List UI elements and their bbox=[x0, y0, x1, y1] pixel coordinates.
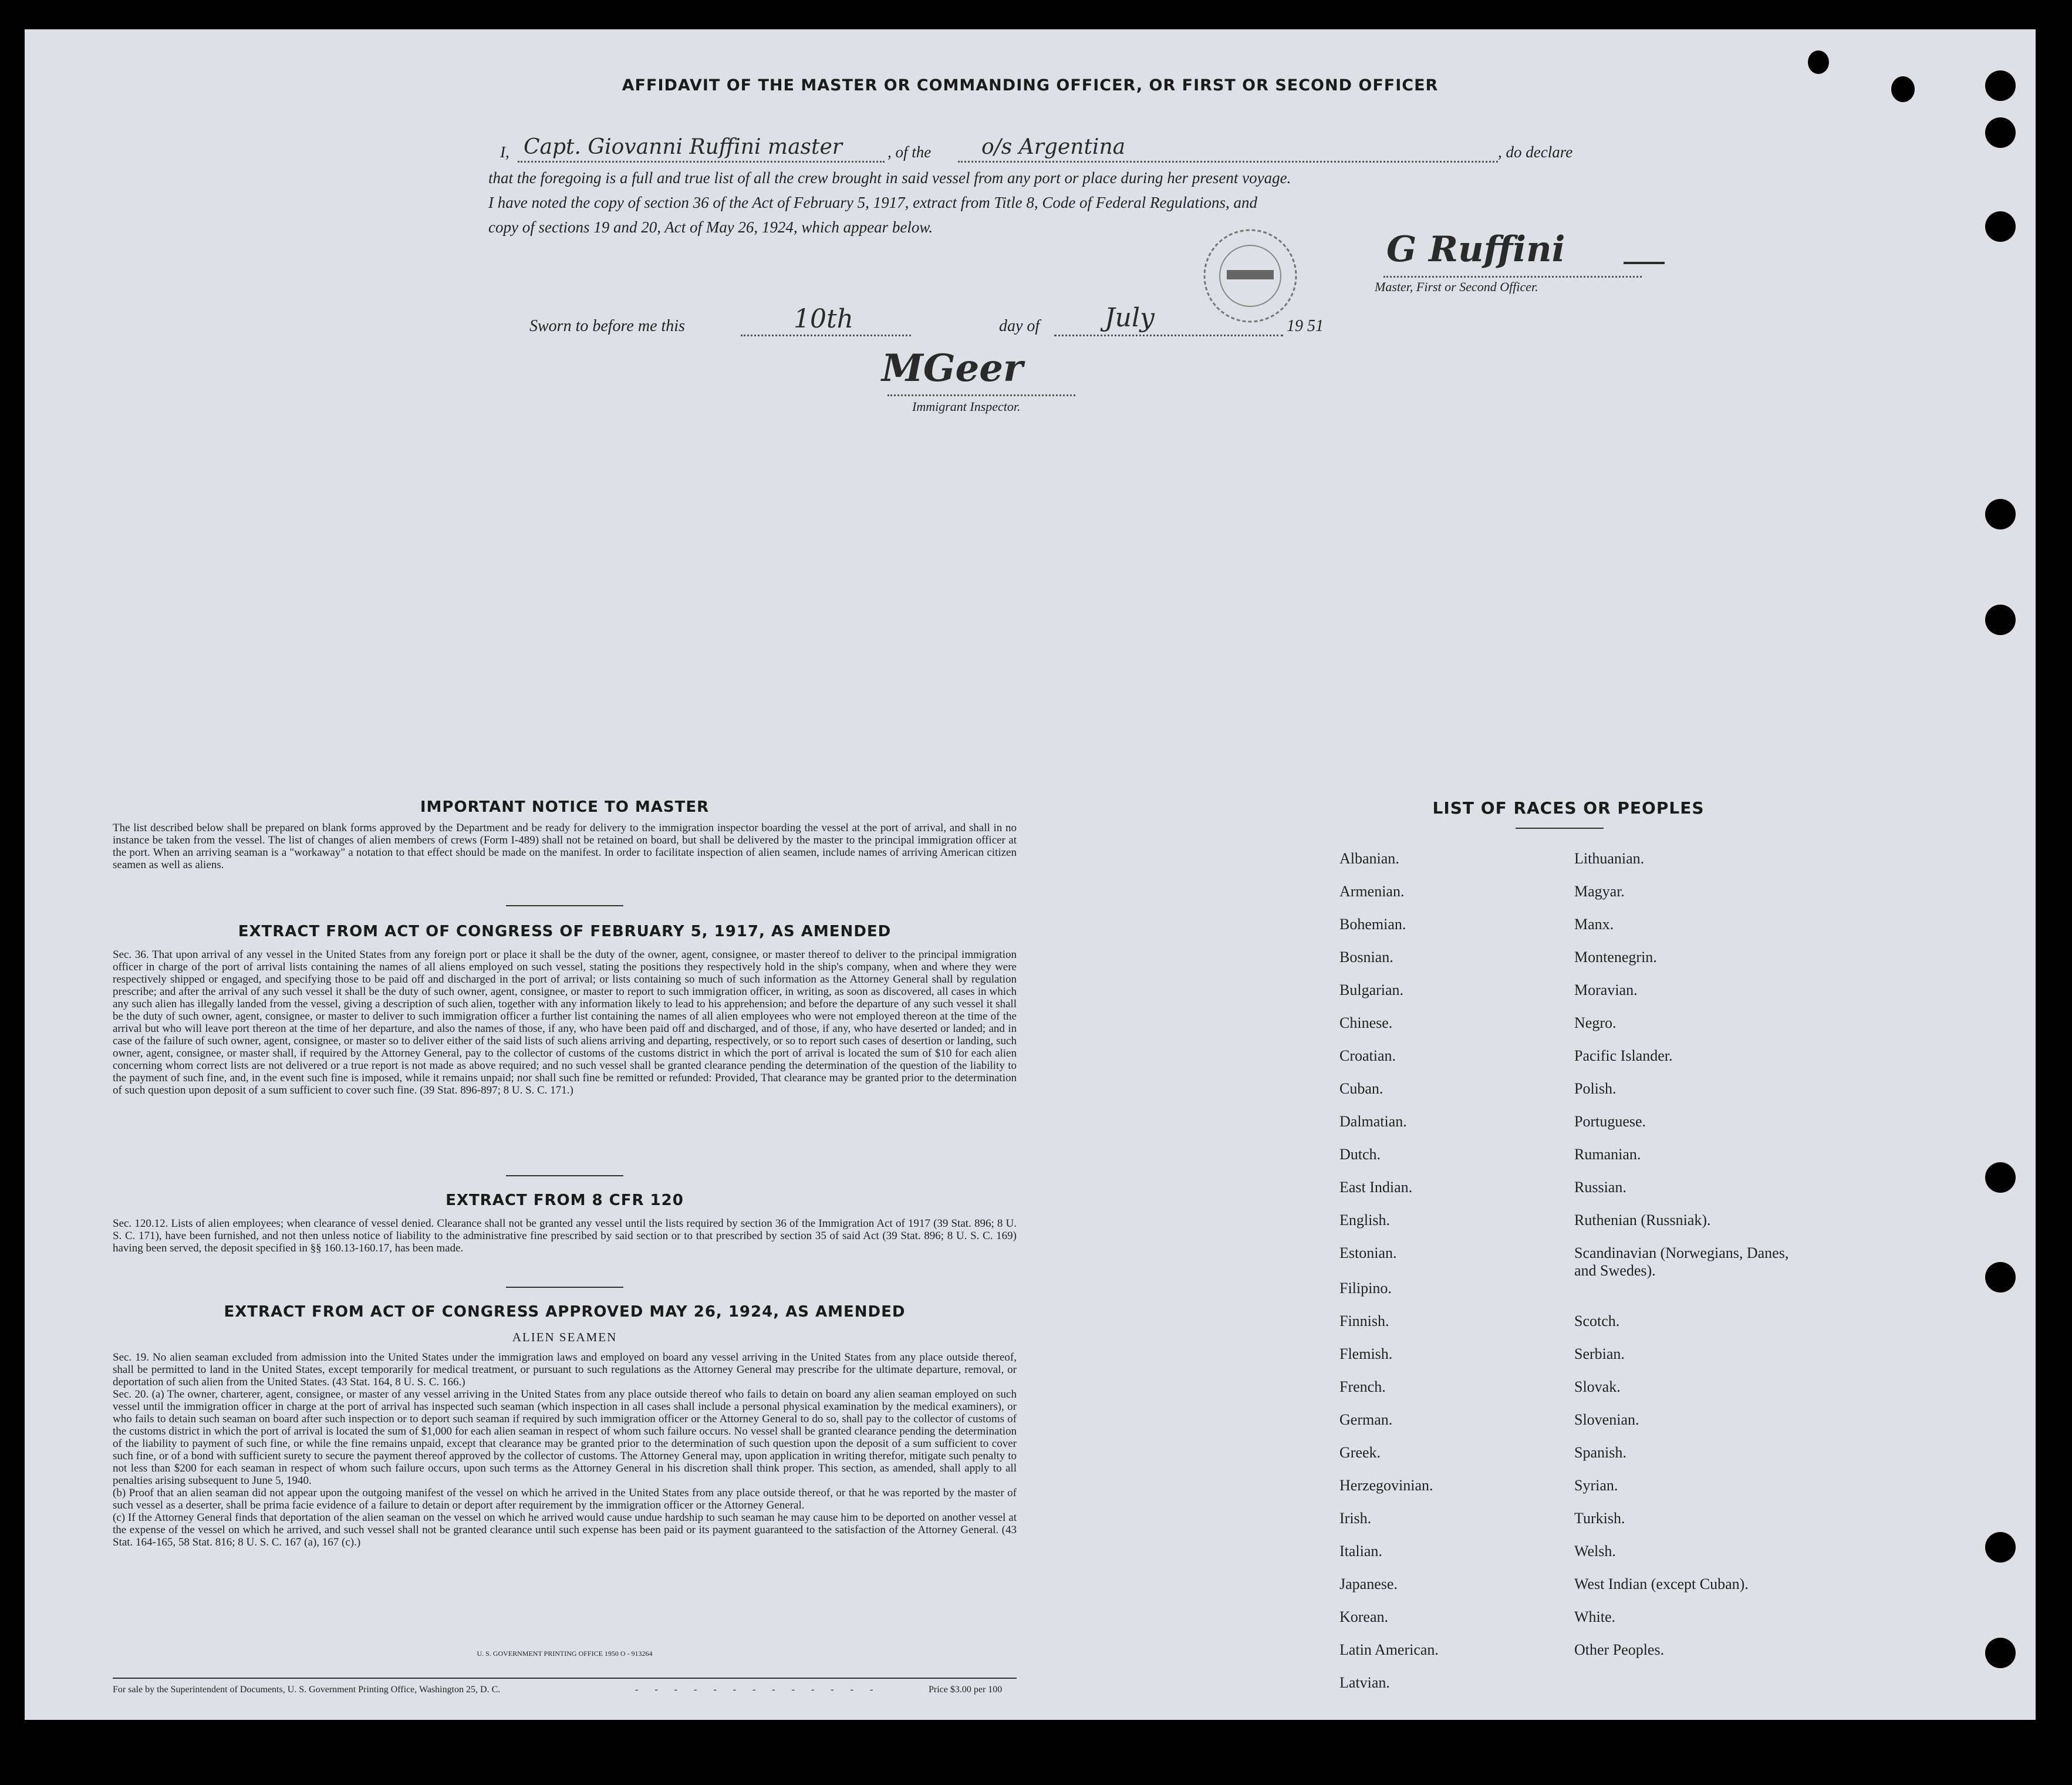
day-of-label: day of bbox=[999, 317, 1040, 335]
extract-1917-body: Sec. 36. That upon arrival of any vessel in the United States from any foreign port or place it shall be the duty of the owner, agent, consignee, or master thereof to deliver to the principal immigration officer in charge of the port of arrival lists containing the names of all aliens employed on such vessel, stating the positions they respectively hold in the ship's company, when and where they were respectively shipped or engaged, and specifying those to be paid off and discharged in the port of arrival; or lists containing so much of such information as the Attorney General shall by regulation prescribe; and after the arrival of any such vessel it shall be the duty of such owner, agent, consignee, or master to report to such immigration officer, in writing, as soon as discovered, all cases in which any such alien has illegally landed from the vessel, giving a description of such alien, together with any information likely to lead to his apprehension; and before the departure of any such vessel it shall be the duty of such owner, agent, consignee, or master to deliver to such immigration officer a further list containing the names of all alien employees who were not employed thereon at the time of the arrival but who will leave port thereon at the time of her departure, and also the names of those, if any, who have been paid off and discharged, and of those, if any, who have deserted or landed; and in case of the failure of such owner, agent, consignee, or master so to deliver either of the said lists of such aliens arriving and departing, respectively, or so to report such cases of desertion or landing, such owner, agent, consignee, or master shall, if required by the Attorney General, pay to the collector of customs of the customs district in which the port of arrival is located the sum of $10 for each alien concerning whom correct lists are not delivered or a true report is not made as above required; and no such vessel shall be granted clearance pending the determination of the question of the liability to the payment of such fine, and, in the event such fine is imposed, while it remains unpaid; nor shall such fine be remitted or refunded: Provided, That clearance may be granted prior to the determination of such question upon deposit of a sum sufficient to cover such fine. (39 Stat. 896-897; 8 U. S. C. 171.) bbox=[113, 949, 1017, 1096]
footer-price: Price $3.00 per 100 bbox=[929, 1685, 1003, 1695]
divider bbox=[506, 1175, 623, 1176]
i-label: I, bbox=[500, 143, 509, 161]
extract-1924-sections bbox=[113, 1351, 1017, 1548]
races-row bbox=[1339, 1543, 1809, 1575]
race-entry: Ruthenian (Russniak). bbox=[1574, 1212, 1711, 1229]
section-20b: (b) Proof that an alien seaman did not appear upon the outgoing manifest of the vessel on which he arrived in the United States from any place outside thereof, or that he was reported by the master of such vessel as a deserter, shall be prima facie evidence of a failure to detain or deport after requirement by the immigration officer or the Attorney General. bbox=[113, 1487, 1017, 1511]
race-entry: French. bbox=[1339, 1378, 1386, 1395]
sworn-line bbox=[529, 305, 1375, 340]
punch-hole bbox=[1985, 70, 2016, 101]
race-entry bbox=[1574, 1280, 1809, 1312]
races-row bbox=[1339, 1641, 1809, 1674]
races-table bbox=[1339, 850, 1809, 1707]
race-entry: Pacific Islander. bbox=[1574, 1047, 1673, 1064]
extract-1917-title: EXTRACT FROM ACT OF CONGRESS OF FEBRUARY 5, 1917, AS AMENDED bbox=[238, 923, 892, 940]
year-prefix: 19 bbox=[1287, 317, 1303, 335]
races-row bbox=[1339, 1477, 1809, 1510]
races-row bbox=[1339, 850, 1809, 883]
gpo-imprint: U. S. GOVERNMENT PRINTING OFFICE 1950 O - 913264 bbox=[477, 1649, 653, 1658]
races-row bbox=[1339, 1113, 1809, 1146]
races-row bbox=[1339, 1014, 1809, 1047]
section-20c: (c) If the Attorney General finds that deportation of the alien seaman on the vessel on which he arrived would cause undue hardship to such seaman he may cause him to be deported on another vessel at the expense of the vessel on which he arrived, and such vessel shall not be granted clearance until such expense has been paid or its payment guaranteed to the satisfaction of the Attorney General. (43 Stat. 164-165, 58 Stat. 816; 8 U. S. C. 167 (a), 167 (c).) bbox=[113, 1511, 1017, 1548]
races-row bbox=[1339, 1674, 1809, 1707]
extract-1924-title: EXTRACT FROM ACT OF CONGRESS APPROVED MAY 26, 1924, AS AMENDED bbox=[224, 1303, 906, 1321]
races-title: LIST OF RACES OR PEOPLES bbox=[1432, 798, 1705, 818]
inspector-caption: Immigrant Inspector. bbox=[912, 399, 1021, 414]
punch-hole bbox=[1985, 1262, 2016, 1293]
race-entry: German. bbox=[1339, 1411, 1393, 1428]
races-row bbox=[1339, 1411, 1809, 1444]
race-entry: Syrian. bbox=[1574, 1477, 1618, 1494]
race-entry bbox=[1574, 1674, 1809, 1707]
races-row bbox=[1339, 981, 1809, 1014]
notice-body: The list described below shall be prepared on blank forms approved by the Department and be ready for delivery to the immigration inspector boarding the vessel at the port of arrival, and shall in no instance be taken from the vessel. The list of changes of alien members of crews (Form I-489) shall not be retained on board, but shall be delivered by the master to the principal immigration officer at the port. When an arriving seaman is a "workaway" a notation to that effect should be made on the manifest. In order to facilitate inspection of alien seamen, include names of arriving American citizen seamen as well as aliens. bbox=[113, 822, 1017, 871]
race-entry: Bulgarian. bbox=[1339, 981, 1404, 998]
day-handwriting: 10th bbox=[794, 304, 854, 334]
race-entry: Rumanian. bbox=[1574, 1146, 1641, 1163]
races-row bbox=[1339, 1280, 1809, 1312]
races-row bbox=[1339, 1312, 1809, 1345]
punch-hole bbox=[1891, 76, 1915, 102]
race-entry: Estonian. bbox=[1339, 1244, 1397, 1261]
races-row bbox=[1339, 1608, 1809, 1641]
master-signature-line bbox=[1383, 270, 1642, 278]
race-entry: Flemish. bbox=[1339, 1345, 1393, 1362]
punch-hole bbox=[1808, 50, 1829, 74]
inspector-signature: MGeer bbox=[882, 346, 1023, 390]
race-entry: Montenegrin. bbox=[1574, 949, 1657, 966]
race-entry: Slovak. bbox=[1574, 1378, 1621, 1395]
race-entry: Serbian. bbox=[1574, 1345, 1625, 1362]
race-entry: Irish. bbox=[1339, 1510, 1372, 1527]
race-entry: Welsh. bbox=[1574, 1543, 1616, 1560]
race-entry: Cuban. bbox=[1339, 1080, 1383, 1097]
punch-hole bbox=[1985, 211, 2016, 242]
race-entry: Slovenian. bbox=[1574, 1411, 1639, 1428]
divider bbox=[1516, 828, 1604, 829]
races-row bbox=[1339, 1212, 1809, 1244]
race-entry: Filipino. bbox=[1339, 1280, 1392, 1297]
punch-hole bbox=[1985, 1638, 2016, 1668]
affidavit-line-1 bbox=[488, 135, 1633, 168]
of-the-label: , of the bbox=[887, 143, 932, 161]
races-row bbox=[1339, 1146, 1809, 1179]
race-entry: White. bbox=[1574, 1608, 1616, 1625]
do-declare-label: , do declare bbox=[1498, 143, 1573, 161]
race-entry: Turkish. bbox=[1574, 1510, 1625, 1527]
races-row bbox=[1339, 1510, 1809, 1543]
section-19: Sec. 19. No alien seaman excluded from admission into the United States under the immigration laws and employed on board any vessel arriving in the United States from any place outside thereof, shall be permitted to land in the United States, except temporarily for medical treatment, or pursuant to such regulations as the Attorney General may prescribe for the ultimate departure, removal, or deportation of such alien from the United States. (43 Stat. 164, 8 U. S. C. 166.) bbox=[113, 1351, 1017, 1388]
declaration-line: I have noted the copy of section 36 of the Act of February 5, 1917, extract from Title 8, Code of Federal Regulations, and bbox=[488, 194, 1258, 211]
races-row bbox=[1339, 1080, 1809, 1113]
race-entry: Albanian. bbox=[1339, 850, 1399, 867]
punch-hole bbox=[1985, 605, 2016, 635]
races-row bbox=[1339, 916, 1809, 949]
punch-hole bbox=[1985, 499, 2016, 529]
race-entry: Herzegovinian. bbox=[1339, 1477, 1433, 1494]
race-entry: Italian. bbox=[1339, 1543, 1382, 1560]
master-caption: Master, First or Second Officer. bbox=[1375, 279, 1538, 294]
race-entry: Portuguese. bbox=[1574, 1113, 1646, 1130]
race-entry: Croatian. bbox=[1339, 1047, 1396, 1064]
race-entry: West Indian (except Cuban). bbox=[1574, 1575, 1749, 1592]
footer-rule bbox=[113, 1678, 1017, 1679]
divider bbox=[506, 905, 623, 906]
declaration-line: copy of sections 19 and 20, Act of May 26, 1924, which appear below. bbox=[488, 218, 933, 236]
race-entry: Bohemian. bbox=[1339, 916, 1406, 933]
race-entry: Chinese. bbox=[1339, 1014, 1393, 1031]
race-entry: English. bbox=[1339, 1212, 1390, 1229]
races-row bbox=[1339, 1179, 1809, 1212]
races-table-body bbox=[1339, 850, 1809, 1707]
race-entry: East Indian. bbox=[1339, 1179, 1413, 1196]
race-entry: Bosnian. bbox=[1339, 949, 1393, 966]
race-entry: Dutch. bbox=[1339, 1146, 1381, 1163]
race-entry: Other Peoples. bbox=[1574, 1641, 1665, 1658]
punch-hole bbox=[1985, 1532, 2016, 1563]
race-entry: Magyar. bbox=[1574, 883, 1625, 900]
race-entry: Manx. bbox=[1574, 916, 1614, 933]
race-entry: Korean. bbox=[1339, 1608, 1389, 1625]
race-entry: Finnish. bbox=[1339, 1312, 1389, 1330]
document-sheet bbox=[25, 29, 2036, 1720]
races-row bbox=[1339, 1345, 1809, 1378]
race-entry: Lithuanian. bbox=[1574, 850, 1645, 867]
year-handwriting: 51 bbox=[1307, 317, 1324, 335]
race-entry: Negro. bbox=[1574, 1014, 1617, 1031]
race-entry: Spanish. bbox=[1574, 1444, 1626, 1461]
race-entry: Scandinavian (Norwegians, Danes, and Swedes). bbox=[1574, 1244, 1789, 1279]
notice-title: IMPORTANT NOTICE TO MASTER bbox=[420, 798, 710, 816]
races-row bbox=[1339, 949, 1809, 981]
punch-hole bbox=[1985, 117, 2016, 148]
master-signature: G Ruffini bbox=[1386, 229, 1565, 270]
races-row bbox=[1339, 1378, 1809, 1411]
race-entry: Armenian. bbox=[1339, 883, 1405, 900]
vessel-name-handwriting: o/s Argentina bbox=[981, 135, 1126, 159]
section-20a: Sec. 20. (a) The owner, charterer, agent, consignee, or master of any vessel arriving in the United States from any place outside thereof who fails to detain on board any alien seaman employed on such vessel until the immigration officer in charge at the port of arrival has inspected such seaman (which inspection in all cases shall include a personal physical examination by the medical examiners), or who fails to detain such seaman on board after such inspection or to deport such seaman if required by such immigration officer or the Attorney General to do so, shall pay to the collector of customs of the customs district in which the port of arrival is located the sum of $1,000 for each alien seaman in respect of whom such failure occurs. No vessel shall be granted clearance pending the determination of the liability to payment of such fine, or while the fine remains unpaid, except that clearance may be granted prior to the determination of such question upon the deposit of a sum sufficient to cover such fine, or of a bond with sufficient surety to secure the payment thereof approved by the collector of customs. The Attorney General may, upon application in writing therefor, mitigate such penalty to not less than $200 for each seaman in respect of whom such failure occurs, upon such terms as the Attorney General in his discretion shall think proper. This section, as amended, shall apply to all penalties arising subsequent to June 5, 1940. bbox=[113, 1388, 1017, 1487]
month-handwriting: July bbox=[1105, 303, 1155, 333]
race-entry: Latin American. bbox=[1339, 1641, 1439, 1658]
declaration-line: that the foregoing is a full and true list of all the crew brought in said vessel from any port or place during her present voyage. bbox=[488, 169, 1291, 187]
footer-sale: For sale by the Superintendent of Documents, U. S. Government Printing Office, Washington 25, D. C. bbox=[113, 1685, 501, 1695]
races-row bbox=[1339, 1047, 1809, 1080]
inspector-signature-line bbox=[887, 392, 1075, 396]
race-entry: Greek. bbox=[1339, 1444, 1381, 1461]
master-name-handwriting: Capt. Giovanni Ruffini master bbox=[524, 135, 842, 159]
race-entry: Scotch. bbox=[1574, 1312, 1620, 1330]
race-entry: Dalmatian. bbox=[1339, 1113, 1407, 1130]
footer-leader-dots: - - - - - - - - - - - - - bbox=[635, 1685, 880, 1695]
races-row bbox=[1339, 1444, 1809, 1477]
extract-1924-subtitle: ALIEN SEAMEN bbox=[512, 1330, 617, 1344]
race-entry: Russian. bbox=[1574, 1179, 1626, 1196]
races-row bbox=[1339, 1244, 1809, 1280]
races-row bbox=[1339, 1575, 1809, 1608]
divider bbox=[506, 1287, 623, 1288]
extract-cfr-title: EXTRACT FROM 8 CFR 120 bbox=[446, 1192, 684, 1209]
month-line bbox=[1054, 305, 1283, 336]
race-entry: Moravian. bbox=[1574, 981, 1638, 998]
affidavit-title: AFFIDAVIT OF THE MASTER OR COMMANDING OFFICER, OR FIRST OR SECOND OFFICER bbox=[622, 76, 1439, 95]
extract-cfr-body: Sec. 120.12. Lists of alien employees; when clearance of vessel denied. Clearance shall not be granted any vessel until the lists required by section 36 of the Immigration Act of 1917 (39 Stat. 896; 8 U. S. C. 171), have been furnished, and not then unless notice of liability to the administrative fine prescribed by said section or to that prescribed by section 35 of said Act (39 Stat. 896; 8 U. S. C. 169) having been served, the deposit specified in §§ 160.13-160.17, has been made. bbox=[113, 1217, 1017, 1254]
races-row bbox=[1339, 883, 1809, 916]
punch-hole bbox=[1985, 1162, 2016, 1193]
signature-flourish bbox=[1624, 262, 1665, 264]
race-entry: Latvian. bbox=[1339, 1674, 1390, 1691]
race-entry: Japanese. bbox=[1339, 1575, 1398, 1592]
sworn-label: Sworn to before me this bbox=[529, 317, 685, 335]
race-entry: Polish. bbox=[1574, 1080, 1617, 1097]
